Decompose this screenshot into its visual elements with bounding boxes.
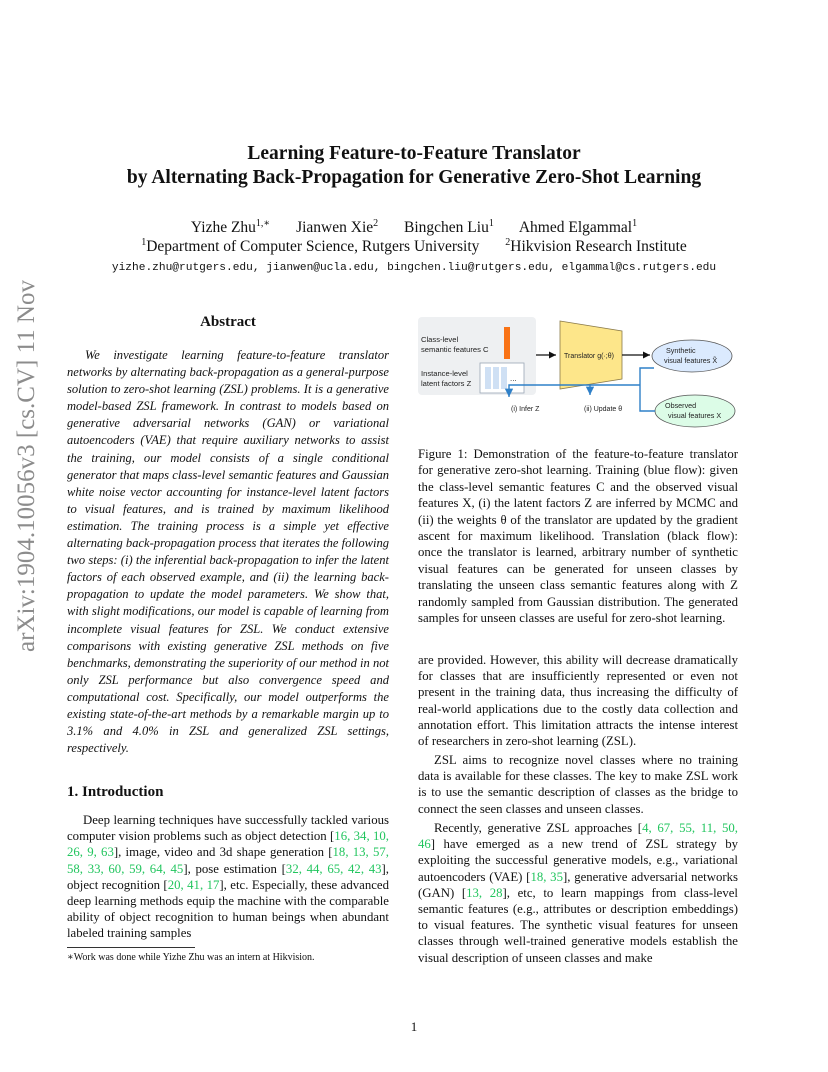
citation-link[interactable]: 13, 28 bbox=[466, 885, 503, 900]
observed-label-line-1: Observed bbox=[665, 401, 697, 410]
abstract-heading: Abstract bbox=[200, 314, 256, 330]
figure-1-caption: Figure 1: Demonstration of the feature-to-feature translator for generative zero-shot learning. Training (blue flow): given the class-level semantic features C and the observed visual features X, (i) the latent factors Z are inferred by MCMC and (ii) the weights θ of the translator are updated by the gradient ascent for maximum likelihood. Translation (black flow): once the translator is learned, arbitrary number of synthetic visual features can be generated for unseen classes by translating the unseen class semantic features along with Z randomly sampled from Gaussian distribution. The generated samples for unseen classes are useful for zero-shot learning. bbox=[418, 447, 738, 626]
figure-1-diagram bbox=[418, 315, 740, 435]
page-number: 1 bbox=[410, 1019, 418, 1034]
affiliation-list bbox=[0, 238, 828, 256]
translator-label: Translator g(·;θ) bbox=[564, 353, 614, 360]
citation-link[interactable]: 4, 67, 55, 11, 50, 46 bbox=[418, 821, 738, 852]
observed-label-line-2: visual features X bbox=[668, 411, 722, 420]
author-emails: yizhe.zhu@rutgers.edu, jianwen@ucla.edu, bingchen.liu@rutgers.edu, elgammal@cs.rutgers.edu bbox=[111, 262, 717, 274]
latent-label-line-2: latent factors Z bbox=[421, 379, 472, 388]
infer-label: (i) Infer Z bbox=[511, 406, 540, 413]
author-name: Yizhe Zhu bbox=[190, 219, 256, 236]
citation-link[interactable]: 16, 34, 10, 26, 9, 63 bbox=[67, 829, 389, 860]
introduction-heading: 1. Introduction bbox=[67, 784, 164, 800]
citation-link[interactable]: 20, 41, 17 bbox=[167, 877, 220, 892]
arxiv-id-text: arXiv:1904.10056v3 [cs.CV] 11 Nov 2019 bbox=[13, 280, 40, 652]
latent-bar bbox=[493, 367, 499, 389]
author-affiliation-mark: 1,∗ bbox=[255, 218, 271, 229]
synthetic-label-line-1: Synthetic bbox=[666, 346, 696, 355]
text-run: ], pose estimation [ bbox=[183, 861, 286, 876]
text-run: ] have emerged as a new trend of ZSL strategy by exploiting the successful generative models, e.g., variational autoencoders (VAE) [ bbox=[418, 837, 738, 884]
arxiv-identifier-stamp bbox=[3, 280, 43, 660]
author-name: Ahmed Elgammal bbox=[518, 219, 633, 236]
text-run: ], generative adversarial networks (GAN) [ bbox=[418, 869, 739, 900]
text-run: Recently, generative ZSL approaches [ bbox=[434, 821, 643, 835]
semantic-feature-bar bbox=[504, 327, 510, 359]
observed-feedback-line bbox=[640, 368, 655, 411]
semantic-label-line-2: semantic features C bbox=[421, 345, 489, 354]
text-run: ], etc, to learn mappings from class-level semantic features (e.g., attributes or description embeddings) to visual features. The synthetic visual features for unseen classes through well-trained generative models establish the visual description of unseen classes and make bbox=[418, 885, 738, 965]
text-run: ], image, video and 3d shape generation [ bbox=[113, 845, 333, 860]
latent-bar bbox=[501, 367, 507, 389]
author-affiliation-mark: 1 bbox=[632, 218, 638, 229]
body-paragraph bbox=[418, 820, 738, 966]
citation-link[interactable]: 18, 35 bbox=[530, 869, 563, 884]
author-name: Bingchen Liu bbox=[404, 219, 489, 236]
latent-bar bbox=[485, 367, 491, 389]
citation-link[interactable]: 18, 13, 57, 58, 33, 60, 59, 64, 45 bbox=[67, 845, 389, 876]
text-run: Deep learning techniques have successfully tackled various computer vision problems such as object detection [ bbox=[67, 813, 389, 844]
author-list bbox=[0, 219, 828, 237]
paper-title-line-2: by Alternating Back-Propagation for Generative Zero-Shot Learning bbox=[126, 167, 702, 188]
semantic-label-line-1: Class-level bbox=[421, 335, 459, 344]
abstract-body: We investigate learning feature-to-feature translator networks by alternating back-propagation as a general-purpose solution to zero-shot learning (ZSL) problems. It is a generative model-based ZSL framework. In contrast to models based on generative adversarial networks (GAN) or variational autoencoders (VAE) that require auxiliary networks to assist the training, our model consists of a single conditional generator that maps class-level semantic features and Gaussian white noise vector accounting for instance-level latent factors to visual features, and is trained by maximum likelihood estimation. The training process is a simple yet effective alternating back-propagation process that iterates the following two steps: (i) the inferential back-propagation to infer the latent factors of each observed example, and (ii) the learning back-propagation to update the model parameters. We show that, with slight modifications, our model is capable of learning from incomplete visual features for ZSL. We conduct extensive comparisons with existing generative ZSL methods on five benchmarks, demonstrating the superiority of our method in not only ZSL performance but also convergence speed and computational cost. Specifically, our model outperforms the existing state-of-the-art methods by a remarkable margin up to 3.1% and 4.0% in ZSL and generalized ZSL settings, respectively. bbox=[67, 348, 389, 756]
author-affiliation-mark: 1 bbox=[488, 218, 494, 229]
text-run: ], etc. Especially, these advanced deep learning methods equip the machine with the comparable ability of object recognition to human beings when abundant labeled training samples bbox=[67, 877, 389, 941]
body-paragraph: are provided. However, this ability will decrease dramatically for classes that are insufficiently represented or even not present in the training data, thus increasing the difficulty of real-world applications due to the costly data collection and annotation effort. This limitation attracts the intense interest of researchers in zero-shot learning (ZSL). bbox=[418, 653, 738, 749]
affiliation: Department of Computer Science, Rutgers University bbox=[146, 238, 480, 255]
latent-label-line-1: Instance-level bbox=[421, 369, 468, 378]
paper-title-line-1: Learning Feature-to-Feature Translator bbox=[247, 143, 581, 164]
affiliation-mark: 1 bbox=[141, 237, 147, 248]
text-run: ], object recognition [ bbox=[67, 861, 389, 892]
footnote: ∗Work was done while Yizhe Zhu was an intern at Hikvision. bbox=[67, 952, 315, 963]
introduction-paragraph bbox=[67, 812, 389, 942]
author-name: Jianwen Xie bbox=[296, 219, 374, 236]
citation-link[interactable]: 32, 44, 65, 42, 43 bbox=[285, 861, 382, 876]
update-label: (ii) Update θ bbox=[584, 406, 623, 413]
body-paragraph: ZSL aims to recognize novel classes where no training data is available for these classes. The key to make ZSL work is to use the semantic description of classes as the bridge to connect the seen classes and unseen classes. bbox=[418, 753, 738, 816]
author-affiliation-mark: 2 bbox=[373, 218, 379, 229]
synthetic-label-line-2: visual features X̃ bbox=[664, 356, 718, 365]
footnote-divider bbox=[67, 947, 195, 948]
affiliation-mark: 2 bbox=[505, 237, 511, 248]
latent-ellipsis: ... bbox=[510, 374, 517, 383]
affiliation: Hikvision Research Institute bbox=[510, 238, 687, 255]
